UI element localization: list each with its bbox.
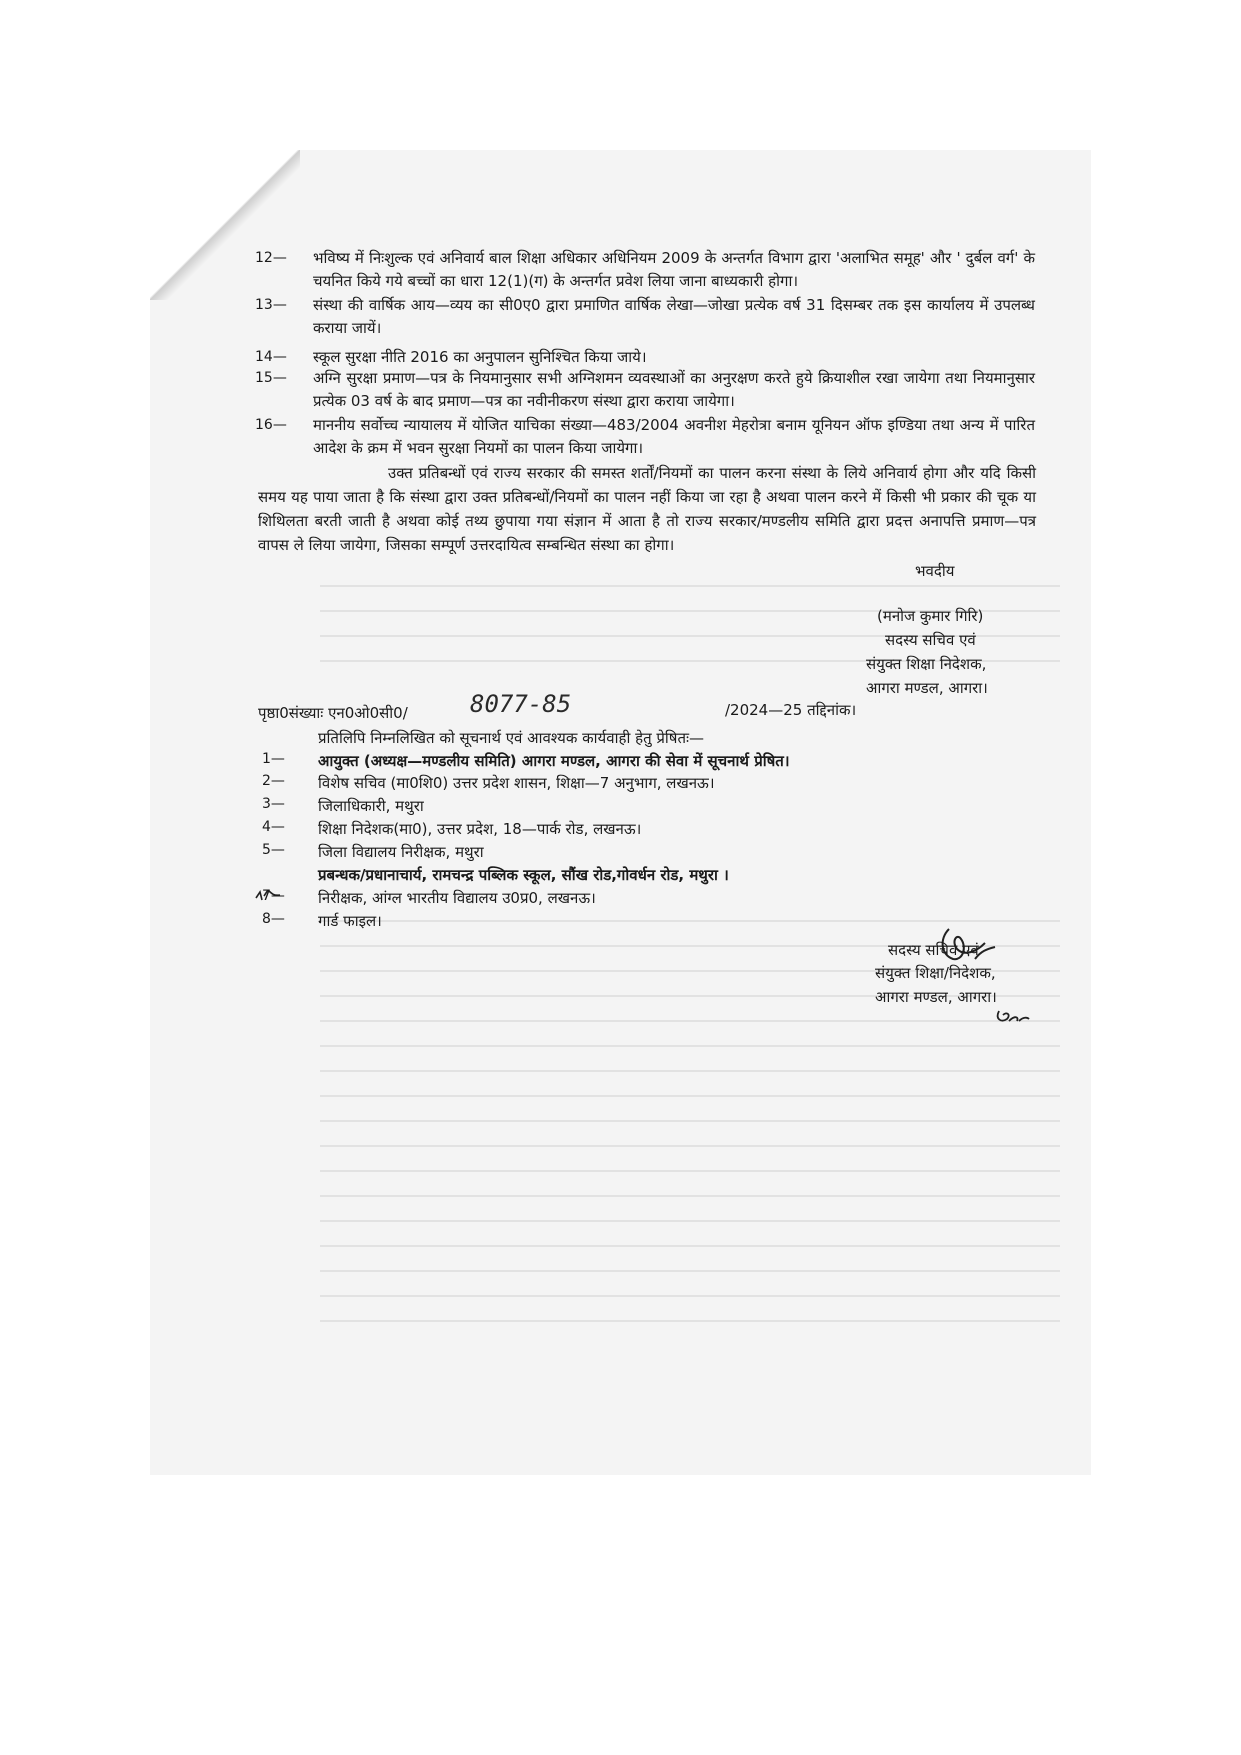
salutation: भवदीय <box>915 562 955 580</box>
copy-number: 1— <box>262 751 285 767</box>
closing-paragraph-text: उक्त प्रतिबन्धों एवं राज्य सरकार की समस्त शर्तों/नियमों का पालन करना संस्था के लिये अनिवार्य होगा और यदि किसी समय यह पाया जाता है कि संस्था द्वारा उक्त प्रतिबन्धों/नियमों का पालन नहीं किया जा रहा है अथवा पालन करने में किसी भी प्रकार की चूक या शिथिलता बरती जाती है अथवा कोई तथ्य छुपाया गया संज्ञान में आता है तो राज्य सरकार/मण्डलीय समिति द्वारा प्रदत्त अनापत्ति प्रमाण—पत्र वापस ले लिया जायेगा, जिसका सम्पूर्ण उत्तरदायित्व सम्बन्धित संस्था का होगा। <box>258 464 1036 554</box>
condition-text: अग्नि सुरक्षा प्रमाण—पत्र के नियमानुसार सभी अग्निशमन व्यवस्थाओं का अनुरक्षण करते हुये क्रियाशील रखा जायेगा तथा नियमानुसार प्रत्येक 03 वर्ष के बाद प्रमाण—पत्र का नवीनीकरण संस्था द्वारा कराया जायेगा। <box>313 369 1035 410</box>
condition-text: भविष्य में निःशुल्क एवं अनिवार्य बाल शिक्षा अधिकार अधिनियम 2009 के अन्तर्गत विभाग द्वारा 'अलाभित समूह' और ' दुर्बल वर्ग' के चयनित किये गये बच्चों का धारा 12(1)(ग) के अन्तर्गत प्रवेश लिया जाना बाध्यकारी होगा। <box>313 249 1035 290</box>
reference-prefix: पृष्ठा0संख्याः एन0ओ0सी0/ <box>258 704 408 722</box>
signatory-designation: सदस्य सचिव एवं <box>885 631 976 649</box>
condition-number: 13— <box>255 297 287 313</box>
copy-recipient: जिलाधिकारी, मथुरा <box>318 797 424 815</box>
signatory-designation: सदस्य सचिव एवं <box>888 941 979 959</box>
copy-recipient: प्रबन्धक/प्रधानाचार्य, रामचन्द्र पब्लिक स्कूल, सौंख रोड,गोवर्धन रोड, मथुरा । <box>318 866 729 884</box>
handwritten-initials <box>993 1005 1033 1027</box>
copy-recipient: गार्ड फाइल। <box>318 912 382 930</box>
condition-text: माननीय सर्वोच्च न्यायालय में योजित याचिका संख्या—483/2004 अवनीश मेहरोत्रा बनाम यूनियन ऑफ इण्डिया तथा अन्य में पारित आदेश के क्रम में भवन सुरक्षा नियमों का पालन किया जायेगा। <box>313 416 1035 457</box>
copy-recipient: आयुक्त (अध्यक्ष—मण्डलीय समिति) आगरा मण्डल, आगरा की सेवा में सूचनार्थ प्रेषित। <box>318 752 790 770</box>
copy-recipient: जिला विद्यालय निरीक्षक, मथुरा <box>318 843 484 861</box>
signatory-office: आगरा मण्डल, आगरा। <box>866 679 988 697</box>
condition-text: स्कूल सुरक्षा नीति 2016 का अनुपालन सुनिश्चित किया जाये। <box>313 348 647 366</box>
copy-number: 7— <box>262 888 285 904</box>
copy-number: 4— <box>262 819 285 835</box>
signatory-name: (मनोज कुमार गिरि) <box>877 607 984 625</box>
copy-number: 2— <box>262 773 285 789</box>
copy-intro: प्रतिलिपि निम्नलिखित को सूचनार्थ एवं आवश्यक कार्यवाही हेतु प्रेषितः— <box>318 729 705 747</box>
copy-recipient: शिक्षा निदेशक(मा0), उत्तर प्रदेश, 18—पार्क रोड, लखनऊ। <box>318 820 642 838</box>
signatory-designation: संयुक्त शिक्षा/निदेशक, <box>875 964 996 982</box>
condition-number: 15— <box>255 370 287 386</box>
closing-paragraph <box>258 461 1036 557</box>
signatory-designation: संयुक्त शिक्षा निदेशक, <box>866 655 987 673</box>
condition-number: 14— <box>255 349 287 365</box>
reference-suffix: /2024—25 तद्दिनांक। <box>725 701 857 719</box>
copy-recipient: निरीक्षक, आंग्ल भारतीय विद्यालय उ0प्र0, लखनऊ। <box>318 889 596 907</box>
signatory-office: आगरा मण्डल, आगरा। <box>875 988 997 1006</box>
folded-corner <box>150 150 300 300</box>
copy-number: 3— <box>262 796 285 812</box>
condition-number: 12— <box>255 250 287 266</box>
handwritten-reference-number: 8077-85 <box>470 690 572 718</box>
copy-recipient: विशेष सचिव (मा0शि0) उत्तर प्रदेश शासन, शिक्षा—7 अनुभाग, लखनऊ। <box>318 774 715 792</box>
copy-number: 5— <box>262 842 285 858</box>
copy-number: 8— <box>262 911 285 927</box>
condition-number: 16— <box>255 417 287 433</box>
condition-text: संस्था की वार्षिक आय—व्यय का सी0ए0 द्वारा प्रमाणित वार्षिक लेखा—जोखा प्रत्येक वर्ष 31 दिसम्बर तक इस कार्यालय में उपलब्ध कराया जायें। <box>313 296 1035 337</box>
